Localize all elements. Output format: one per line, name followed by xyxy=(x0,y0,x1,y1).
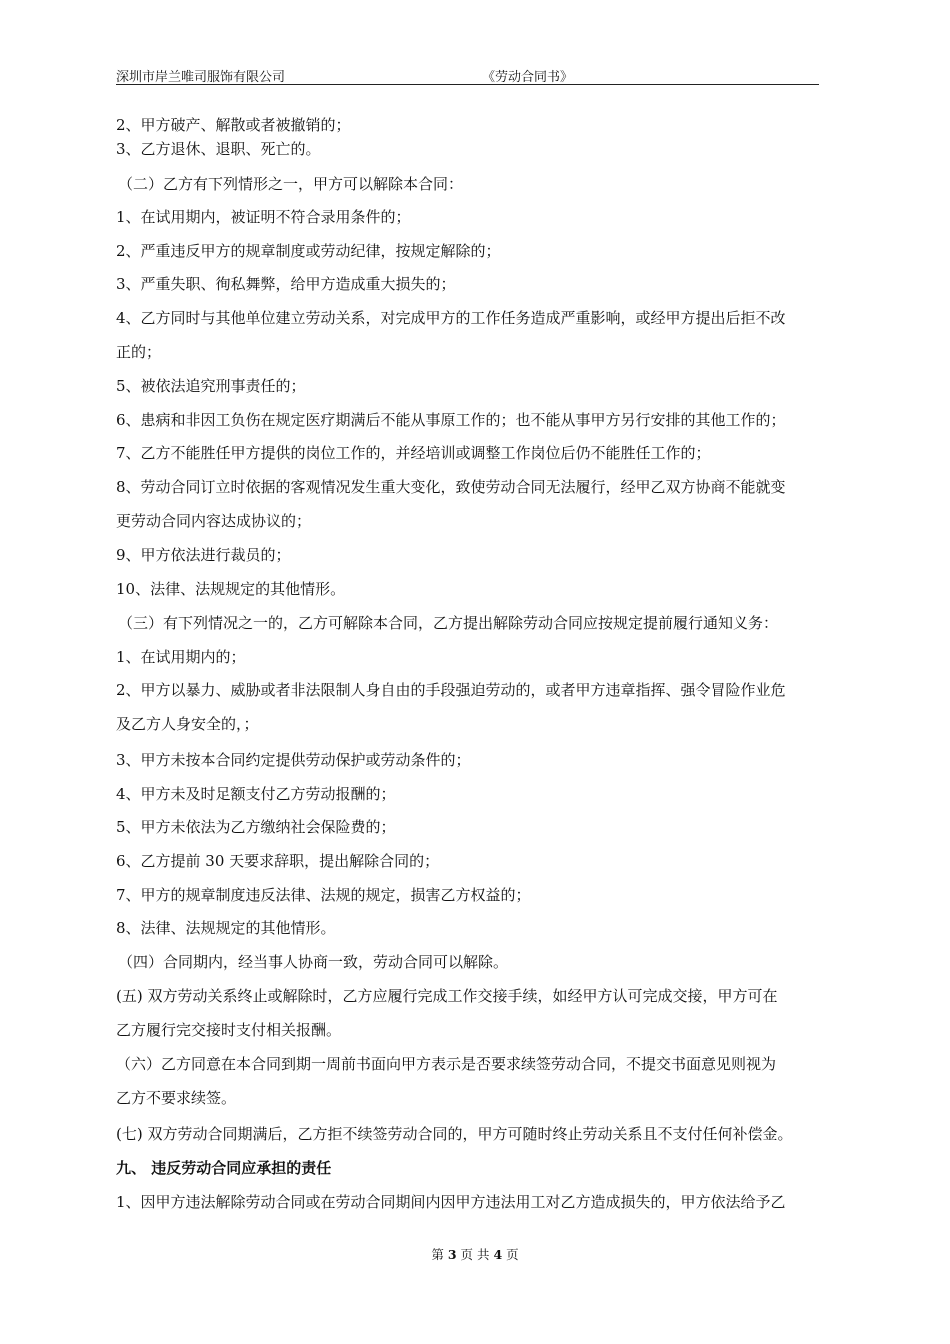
text-line: 7、甲方的规章制度违反法律、法规的规定，损害乙方权益的； xyxy=(116,886,531,904)
article-heading: 九、 违反劳动合同应承担的责任 xyxy=(116,1159,332,1177)
text-line: 1、在试用期内的； xyxy=(116,648,246,666)
text-line: 乙方不要求续签。 xyxy=(116,1089,237,1107)
text-line: 4、甲方未及时足额支付乙方劳动报酬的； xyxy=(116,785,396,803)
text-line: 4、乙方同时与其他单位建立劳动关系，对完成甲方的工作任务造成严重影响，或经甲方提出后拒不改 xyxy=(116,309,786,327)
page-suffix: 页 xyxy=(502,1247,519,1262)
text-line: 5、甲方未依法为乙方缴纳社会保险费的； xyxy=(116,818,396,836)
text-line: 8、劳动合同订立时依据的客观情况发生重大变化，致使劳动合同无法履行，经甲乙双方协商不能就变 xyxy=(116,478,786,496)
text-line: 5、被依法追究刑事责任的； xyxy=(116,377,306,395)
text-line: 6、患病和非因工负伤在规定医疗期满后不能从事原工作的；也不能从事甲方另行安排的其他工作的； xyxy=(116,411,786,429)
text-line: (七) 双方劳动合同期满后，乙方拒不续签劳动合同的，甲方可随时终止劳动关系且不支付任何补偿金。 xyxy=(116,1125,793,1143)
text-line: （六）乙方同意在本合同到期一周前书面向甲方表示是否要求续签劳动合同，不提交书面意见则视为 xyxy=(116,1055,777,1073)
page-footer xyxy=(0,1245,950,1263)
section-heading: （三）有下列情况之一的，乙方可解除本合同，乙方提出解除劳动合同应按规定提前履行通知义务： xyxy=(118,614,779,632)
text-line: 更劳动合同内容达成协议的； xyxy=(116,512,312,530)
text-line: 2、严重违反甲方的规章制度或劳动纪律，按规定解除的； xyxy=(116,242,501,260)
page-middle: 页 共 xyxy=(456,1247,494,1262)
text-line: 1、在试用期内，被证明不符合录用条件的； xyxy=(116,208,411,226)
text-line: (五) 双方劳动关系终止或解除时，乙方应履行完成工作交接手续，如经甲方认可完成交接，甲方可在 xyxy=(116,987,778,1005)
text-line: 乙方履行完交接时支付相关报酬。 xyxy=(116,1021,342,1039)
section-heading: （四）合同期内，经当事人协商一致，劳动合同可以解除。 xyxy=(118,953,509,971)
text-line: 3、甲方未按本合同约定提供劳动保护或劳动条件的； xyxy=(116,751,471,769)
page-header xyxy=(116,64,819,85)
text-line: 7、乙方不能胜任甲方提供的岗位工作的，并经培训或调整工作岗位后仍不能胜任工作的； xyxy=(116,444,711,462)
text-line: 10、法律、法规规定的其他情形。 xyxy=(116,580,346,598)
header-document-title: 《劳动合同书》 xyxy=(482,70,574,85)
text-line: 正的； xyxy=(116,343,162,361)
text-line: 2、甲方以暴力、威胁或者非法限制人身自由的手段强迫劳动的，或者甲方违章指挥、强令冒险作业危 xyxy=(116,681,786,699)
section-heading: （二）乙方有下列情形之一，甲方可以解除本合同： xyxy=(118,175,464,193)
text-line: 3、乙方退休、退职、死亡的。 xyxy=(116,140,321,158)
text-line: 2、甲方破产、解散或者被撤销的； xyxy=(116,116,351,134)
page-current-number: 3 xyxy=(447,1247,457,1262)
text-line: 3、严重失职、徇私舞弊，给甲方造成重大损失的； xyxy=(116,275,456,293)
header-company-name: 深圳市岸兰唯司服饰有限公司 xyxy=(116,70,286,85)
text-line: 9、甲方依法进行裁员的； xyxy=(116,546,291,564)
page-prefix: 第 xyxy=(431,1247,448,1262)
text-line: 及乙方人身安全的，； xyxy=(116,715,259,733)
text-line: 1、因甲方违法解除劳动合同或在劳动合同期间内因甲方违法用工对乙方造成损失的，甲方依法给予乙 xyxy=(116,1193,786,1211)
text-line: 8、法律、法规规定的其他情形。 xyxy=(116,919,336,937)
page-total-number: 4 xyxy=(493,1247,503,1262)
text-line: 6、乙方提前 30 天要求辞职，提出解除合同的； xyxy=(116,852,440,870)
